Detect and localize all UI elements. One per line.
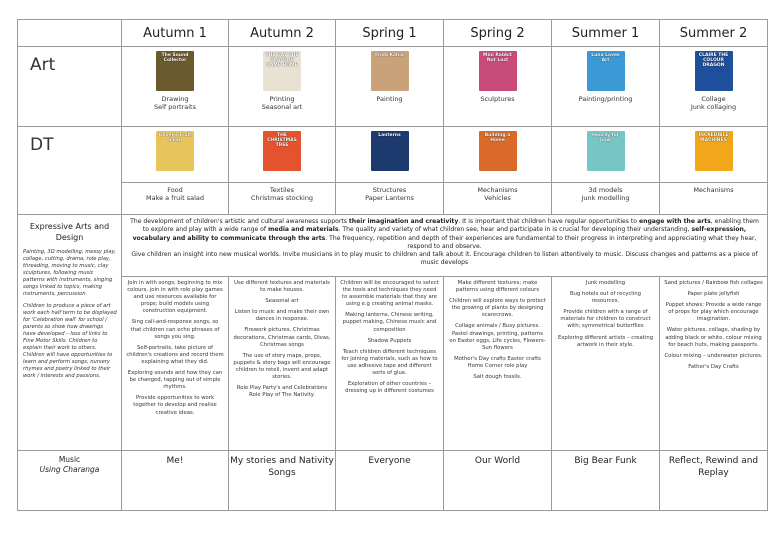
book-cover-title: Hooray for Junk xyxy=(592,133,619,143)
term-spring-1: Spring 1 xyxy=(336,20,444,47)
activity-text: Salt dough fossils. xyxy=(473,374,522,381)
dt-image-cell xyxy=(444,127,552,183)
music-unit: My stories and Nativity Songs xyxy=(229,451,336,511)
art-cell xyxy=(336,47,444,127)
activity-text: Children will be encouraged to select the tools and techniques they need to assemble materials that they are using e.g creating animal masks. xyxy=(340,280,439,308)
expressive-note: Painting, 3D modelling, messy play, collage, cutting, drama, role play, threading, moving to music, clay sculptures, following music patterns with instruments, singing songs linked to topics, making instruments, percussion. xyxy=(23,249,116,297)
intro-paragraph: The development of children's artistic and cultural awareness supports their imagination and creativity. It is important that children have regular opportunities to engage with the arts, enabling them to explore and play with a wide range of media and materials. The quality and variety of what children see, hear and participate in is crucial for developing their understanding, self-expression, vocabulary and ability to communicate through the arts. The frequency, repetition and depth of their experiences are fundamental to their progress in interpreting and appreciating what they hear, respond to and observe. xyxy=(130,218,759,250)
activity-text: Firework pictures, Christmas decorations, Christmas cards, Divas, Christmas songs xyxy=(233,327,331,348)
book-cover-image xyxy=(371,131,409,171)
music-label: Music xyxy=(58,455,81,464)
activity-text: Father's Day Crafts xyxy=(688,363,739,370)
header-row xyxy=(18,20,768,47)
activity-text: Teach children different techniques for joining materials, such as how to use adhesive tape and different sorts of glue. xyxy=(341,348,438,377)
activity-text: The use of story maps, props, puppets & story bags will encourage children to retell, invent and adapt stories. xyxy=(233,352,331,381)
activity-text: Listen to music and make their own dances in response. xyxy=(234,309,330,323)
expressive-notes xyxy=(18,243,121,380)
dt-row xyxy=(18,127,768,183)
caption-line: Printing xyxy=(269,95,295,103)
activity-text: Sing call-and-response songs, so that children can echo phrases of songs you sing. xyxy=(130,319,220,340)
caption-line: Make a fruit salad xyxy=(145,194,205,202)
art-caption xyxy=(122,95,228,111)
expressive-cell xyxy=(336,277,444,451)
book-cover-title: Lanterns xyxy=(378,133,401,138)
activity-text: Seasonal art xyxy=(265,298,299,305)
expressive-detail-row xyxy=(18,277,768,451)
book-cover-image xyxy=(479,131,517,171)
art-caption xyxy=(660,95,767,111)
caption-line: Painting/printing xyxy=(578,95,633,103)
book-cover-title: The Sound Collector xyxy=(161,53,189,63)
dt-caption-cell xyxy=(552,183,660,215)
art-cell xyxy=(552,47,660,127)
art-cell xyxy=(122,47,229,127)
book-cover-image xyxy=(695,131,733,171)
expressive-cell xyxy=(122,277,229,451)
expressive-cell xyxy=(552,277,660,451)
curriculum-grid xyxy=(17,19,768,511)
book-cover-image xyxy=(263,131,301,171)
dt-image-cell xyxy=(336,127,444,183)
dt-caption xyxy=(229,183,335,202)
art-caption xyxy=(552,95,659,103)
art-caption xyxy=(444,95,551,103)
expressive-intro xyxy=(122,215,768,277)
book-cover-image xyxy=(695,51,733,91)
dt-caption xyxy=(552,183,659,202)
activity-text: Exploring different artists – creating artwork in their style. xyxy=(557,334,654,348)
corner-cell xyxy=(18,20,122,47)
book-cover-image xyxy=(587,51,625,91)
caption-line: Christmas stocking xyxy=(250,194,314,202)
dt-image-cell xyxy=(229,127,336,183)
art-caption xyxy=(229,95,335,111)
activity-text: Paper plate jellyfish xyxy=(687,291,740,298)
music-row xyxy=(18,451,768,511)
book-cover-title: Mini Rabbit Not Lost xyxy=(483,53,512,63)
book-cover-title: Frida Kahlo xyxy=(375,53,404,58)
art-caption xyxy=(336,95,443,103)
book-cover-title: Luna Loves Art xyxy=(591,53,620,63)
activity-text: Shadow Puppets xyxy=(367,337,412,344)
book-cover-title: THE CHRISTMAS TREE xyxy=(267,133,297,148)
caption-line: Mechanisms xyxy=(477,186,518,194)
caption-line: Structures xyxy=(372,186,407,194)
expressive-note: Children to produce a piece of art work each half term to be displayed for 'Celebration wall' for school / parents so show how drawings have developed – loss of links to Fine Motor Skills. Children to explain their work to others. Children will have opportunities to learn and perform songs, nursery rhymes and poetry linked to their work / interests and passions. xyxy=(23,303,117,379)
term-autumn-2: Autumn 2 xyxy=(229,20,336,47)
book-cover-title: Oliver's Fruit Salad xyxy=(158,133,192,143)
music-unit: Me! xyxy=(122,451,229,511)
art-cell xyxy=(660,47,768,127)
book-cover-image xyxy=(479,51,517,91)
dt-caption-cell xyxy=(336,183,444,215)
book-cover-title: Building a Home xyxy=(484,133,511,143)
activity-text: Making lanterns, Chinese writing, puppet making, Chinese music and composition xyxy=(342,312,437,333)
activity-text: Sand pictures / Rainbow fish collages xyxy=(664,280,763,286)
book-cover-title: THE DAY THE CRAYONS CAME HOME xyxy=(265,53,299,68)
expressive-cell xyxy=(444,277,552,451)
activity-text: Puppet shows: Provide a wide range of props for play which encourage imagination. xyxy=(665,302,762,323)
dt-image-cell xyxy=(122,127,229,183)
dt-caption-cell xyxy=(660,183,768,215)
book-cover-image xyxy=(156,131,194,171)
activity-text: Make different textures; make patterns using different colours xyxy=(455,280,540,294)
caption-line: 3d models xyxy=(588,186,623,194)
music-sublabel: Using Charanga xyxy=(39,465,100,474)
activity-text: Exploring sounds and how they can be changed, tapping out of simple rhythms. xyxy=(127,370,223,391)
dt-caption-cell xyxy=(122,183,229,215)
book-cover-image xyxy=(587,131,625,171)
term-spring-2: Spring 2 xyxy=(444,20,552,47)
caption-line: Junk modelling xyxy=(581,194,630,202)
dt-caption-cell xyxy=(229,183,336,215)
music-unit: Big Bear Funk xyxy=(552,451,660,511)
activity-text: Provide children with a range of materials for children to construct with; symmetrical butterflies xyxy=(560,309,651,330)
activity-text: Children will explore ways to protect the growing of plants by designing scarecrows. xyxy=(449,298,546,319)
expressive-intro-row xyxy=(18,215,768,277)
intro-music-paragraph: Give children an insight into new musical worlds. Invite musicians in to play music to children and talk about it. Encourage children to listen attentively to music. Discuss changes and patterns as a piece of music develops xyxy=(131,251,758,267)
expressive-cell xyxy=(229,277,336,451)
caption-line: Mechanisms xyxy=(693,186,734,194)
activity-text: Mother's Day crafts Easter crafts Home Corner role play xyxy=(454,355,541,369)
activity-text: Join in with songs; beginning to mix colours, join in with role play games and use resources available for props; build models using construction equipment. xyxy=(127,280,223,315)
term-summer-2: Summer 2 xyxy=(660,20,768,47)
caption-line: Vehicles xyxy=(484,194,511,202)
book-cover-title: INCREDIBLE MACHINES xyxy=(698,133,729,143)
activity-text: Role Play Party's and Celebrations Role Play of The Nativity. xyxy=(236,385,328,399)
music-unit: Our World xyxy=(444,451,552,511)
caption-line: Food xyxy=(167,186,183,194)
activity-text: Bug hotels out of recycling resources. xyxy=(570,291,641,305)
dt-label: DT xyxy=(18,127,122,215)
dt-caption-cell xyxy=(444,183,552,215)
caption-line: Painting xyxy=(376,95,403,103)
art-cell xyxy=(229,47,336,127)
dt-caption xyxy=(444,183,551,202)
expressive-cell xyxy=(660,277,768,451)
activity-text: Self-portraits, take picture of children's creations and record them explaining what they did. xyxy=(126,344,224,365)
caption-line: Sculptures xyxy=(480,95,515,103)
caption-line: Paper Lanterns xyxy=(365,194,414,202)
music-label-cell xyxy=(18,451,122,511)
activity-text: Colour mixing – underwater pictures. xyxy=(664,352,763,359)
activity-text: Exploration of other countries – dressing up in different costumes xyxy=(345,381,434,395)
caption-line: Self portraits xyxy=(153,103,196,111)
dt-image-cell xyxy=(552,127,660,183)
caption-line: Textiles xyxy=(269,186,295,194)
activity-text: Junk modelling xyxy=(585,280,626,286)
caption-line: Drawing xyxy=(161,95,189,103)
dt-caption-row xyxy=(18,183,768,215)
dt-caption xyxy=(660,183,767,194)
activity-text: Use different textures and materials to make houses. xyxy=(234,280,330,294)
art-label: Art xyxy=(18,47,122,127)
activity-text: Water pictures, collage, shading by adding black or white, colour mixing for beach huts, making passports. xyxy=(665,327,762,348)
term-autumn-1: Autumn 1 xyxy=(122,20,229,47)
dt-image-cell xyxy=(660,127,768,183)
caption-line: Seasonal art xyxy=(261,103,303,111)
expressive-label-cell xyxy=(18,215,122,451)
activity-text: Provide opportunities to work together to develop and realise creative ideas. xyxy=(133,395,217,416)
art-cell xyxy=(444,47,552,127)
caption-line: Junk collaging xyxy=(690,103,737,111)
activity-text: Collage animals / Busy pictures. Pastel drawings, printing, patterns on Easter eggs, Life cycles, Flowers- Sun flowers xyxy=(449,323,546,351)
music-unit: Reflect, Rewind and Replay xyxy=(660,451,768,511)
dt-caption xyxy=(336,183,443,202)
book-cover-image xyxy=(156,51,194,91)
art-row xyxy=(18,47,768,127)
book-cover-image xyxy=(371,51,409,91)
term-summer-1: Summer 1 xyxy=(552,20,660,47)
book-cover-title: CLAIRE THE COLOUR DRAGON xyxy=(698,53,729,68)
expressive-title: Expressive Arts and Design xyxy=(29,222,110,242)
caption-line: Collage xyxy=(701,95,726,103)
music-unit: Everyone xyxy=(336,451,444,511)
dt-caption xyxy=(122,183,228,202)
book-cover-image xyxy=(263,51,301,91)
